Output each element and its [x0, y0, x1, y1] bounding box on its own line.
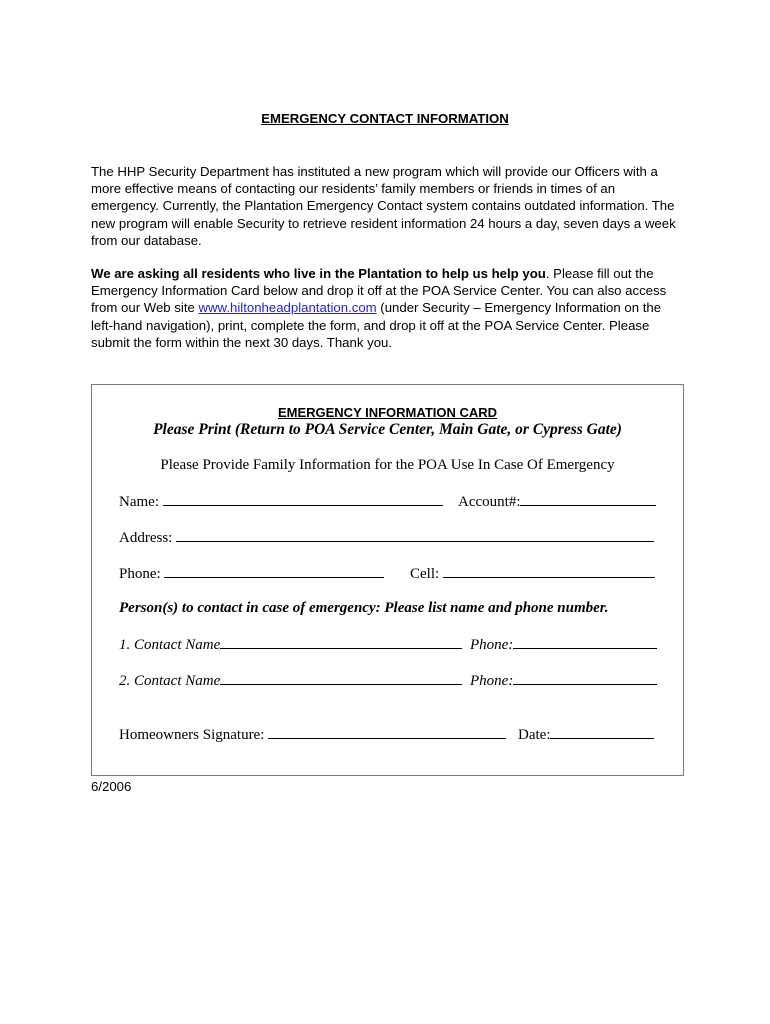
cell-field[interactable] [443, 564, 655, 578]
signature-label: Homeowners Signature: [119, 727, 265, 743]
contact2-row [119, 671, 462, 690]
date-label: Date: [518, 727, 551, 743]
date-field[interactable] [550, 725, 654, 739]
contact2-phone-label: Phone: [470, 673, 514, 689]
intro-bold-request: We are asking all residents who live in the Plantation to help us help you [91, 266, 546, 281]
signature-row [119, 725, 506, 744]
name-row [119, 492, 443, 511]
contact1-name-field[interactable] [220, 635, 462, 649]
contact2-name-field[interactable] [220, 671, 462, 685]
cell-row [410, 564, 655, 583]
cell-label: Cell: [410, 566, 440, 582]
contact1-phone-row [470, 635, 657, 654]
intro-paragraph-1: The HHP Security Department has instituted a new program which will provide our Officers with a more effective means of contacting our residents’ family members or friends in times of an emergency. Currently, the Plantation Emergency Contact system contains outdated information. The new program will enable Security to retrieve resident information 24 hours a day, seven days a week from our database. [91, 164, 676, 248]
contact1-phone-label: Phone: [470, 637, 514, 653]
contact2-phone-field[interactable] [513, 671, 657, 685]
account-label: Account#: [458, 494, 521, 510]
revision-date: 6/2006 [91, 779, 132, 794]
card-title: EMERGENCY INFORMATION CARD [277, 405, 498, 420]
account-row [458, 492, 656, 511]
account-field[interactable] [520, 492, 656, 506]
intro-text-a: . Please fill out the Emergency Information Card below and drop it off at the POA Service Center. You can also access from our Web site [91, 266, 667, 316]
contact2-label: 2. Contact Name [119, 673, 221, 689]
phone-label: Phone: [119, 566, 161, 582]
name-field[interactable] [163, 492, 443, 506]
contact1-row [119, 635, 462, 654]
date-row [518, 725, 654, 744]
page-title: EMERGENCY CONTACT INFORMATION [261, 111, 509, 126]
address-row [119, 528, 654, 547]
contact1-label: 1. Contact Name [119, 637, 221, 653]
intro-paragraph-2 [91, 265, 681, 351]
website-link[interactable]: www.hiltonheadplantation.com [198, 300, 377, 316]
name-label: Name: [119, 494, 159, 510]
phone-field[interactable] [164, 564, 384, 578]
persons-heading: Person(s) to contact in case of emergency: Please list name and phone number. [119, 600, 609, 616]
address-field[interactable] [176, 528, 654, 542]
intro-text-b: (under Security – Emergency Information on the left-hand navigation), print, complete the form, and drop it off at the POA Service Center. Please submit the form within the next 30 days. Thank you. [91, 300, 662, 350]
phone-row [119, 564, 384, 583]
card-note: Please Provide Family Information for the POA Use In Case Of Emergency [160, 457, 615, 473]
emergency-information-card [91, 384, 684, 776]
signature-field[interactable] [268, 725, 506, 739]
contact1-phone-field[interactable] [513, 635, 657, 649]
address-label: Address: [119, 530, 173, 546]
card-subtitle: Please Print (Return to POA Service Center, Main Gate, or Cypress Gate) [153, 421, 622, 438]
contact2-phone-row [470, 671, 657, 690]
